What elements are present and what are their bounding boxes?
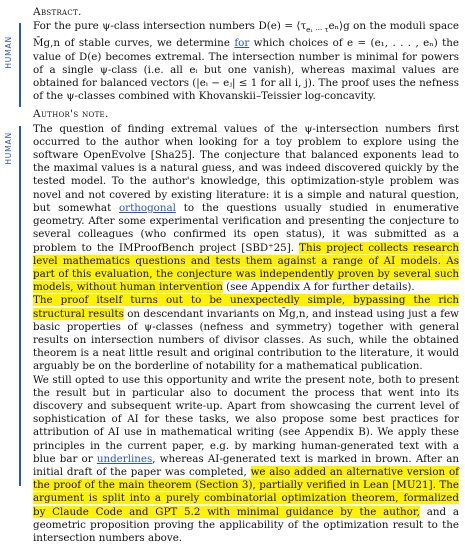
note-text: to the questions usually studied in enumerative geometry. After some experimental verification and presenting the conjecture to several colleagues (who confirmed its open status), it was submitted as a problem to the IMProofBench project [SBD⁺25]. [33, 201, 459, 254]
human-underline: orthogonal [118, 201, 176, 214]
abstract-text-part: For the pure ψ-class intersection numbers D(e) = ⟨τ [33, 20, 307, 33]
note-text: on descendant invariants on M̄g,n, and instead using just a few basic properties of ψ-classes (nefness and symmetry) together with general results on intersection numbers of divisor classes. As such, while the obtained theorem is a neat little result and original contribution to the literature, it would arguably be on the borderline of notability for a mathematical publication. [33, 307, 459, 373]
note-paragraph-1 [33, 123, 459, 295]
abstract-text-part: g,n of stable curves, we determine [43, 37, 235, 50]
abstract-section [4, 6, 459, 103]
abstract-sub: e₁ ··· τ [306, 26, 329, 35]
abstract-text-part: eₙ⟩ [328, 20, 344, 33]
note-text: (see Appendix A for further details). [222, 281, 415, 294]
note-text: We still opted to use this opportunity and write the present note, both to present the result but in particular also to document the process that went into its discovery and subsequent write-up. Apart from showcasing the current level of sophistication of AI for these tasks, we also propose some best practices for attribution of AI use in mathematical writing (see Appendix B). We apply these principles in the current paper, e.g. by marking human-generated text with a blue bar or [33, 373, 459, 465]
note-paragraph-3 [33, 374, 459, 545]
human-label: HUMAN [4, 132, 13, 166]
human-underline: underlines [96, 452, 153, 465]
highlighted-text: This project collects research level mathematics questions and tests them against a range of AI models. As part of this evaluation, the conjecture was independently proven by several such models, without human intervention [33, 241, 459, 294]
highlighted-text: The proof itself turns out to be unexpectedly simple, bypassing the rich structural results [33, 294, 459, 320]
highlighted-text: we also added an alternative version of the proof of the main theorem (Section 3), partially verified in Lean [MU21]. The argument is split into a purely combinatorial optimization theorem, formalized by Claude Code and GPT 5.2 with minimal guidance by the author, [33, 465, 459, 518]
note-text: and a geometric proposition proving the applicability of the optimization result to the intersection numbers above. [33, 505, 459, 544]
human-marker-bar [19, 126, 21, 486]
abstract-text-part: g on the moduli space M̄ [33, 20, 459, 50]
note-text: The question of finding extremal values of the ψ-intersection numbers first occurred to the author when looking for a toy problem to explore using the software OpenEvolve [Sha25]. The conjecture that balanced exponents lead to the maximal values is a natural guess, and was indeed discovered quickly by the tested model. To the author's knowledge, this optimization-style problem was novel and not covered by existing literature: it is a simple and natural question, but somewhat [33, 122, 459, 214]
note-paragraph-2 [33, 294, 459, 373]
human-label: HUMAN [4, 36, 13, 69]
abstract-heading: Abstract. [33, 6, 82, 18]
abstract-text [33, 20, 459, 103]
human-marker-bar [19, 23, 21, 107]
note-text: , whereas AI-generated text is marked in brown. After an initial draft of the paper was completed, [33, 452, 459, 478]
abstract-text-part: which choices of e = (e₁, . . . , eₙ) the value of D(e) becomes extremal. The intersection number is minimal for powers of a single ψ-class (i.e. all eᵢ but one vanish), whereas maximal values are obtained for balanced vectors (|eᵢ − eⱼ| ≤ 1 for all i, j). The proof uses the nefness of the ψ-classes combined with Khovanskii–Teissier log-concavity. [33, 37, 459, 103]
authors-note-section [4, 108, 459, 545]
human-underline: for [234, 37, 250, 50]
authors-note-heading: Author's note. [33, 108, 109, 121]
